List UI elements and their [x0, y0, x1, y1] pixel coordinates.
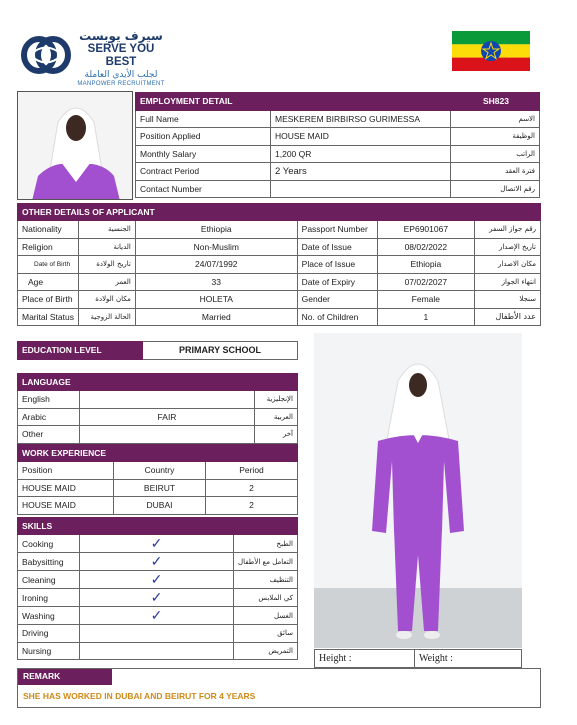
contract-value: 2 Years [271, 163, 451, 181]
column-header: Position [18, 462, 114, 480]
employment-title: EMPLOYMENT DETAIL [136, 93, 451, 111]
skill-label: Driving [18, 625, 80, 643]
work-country: DUBAI [114, 497, 206, 515]
detail-label-ar: سنجلا [475, 291, 541, 309]
remark-text: SHE HAS WORKED IN DUBAI AND BEIRUT FOR 4 YEARS [23, 691, 256, 701]
detail-value: 33 [135, 273, 297, 291]
education-value: PRIMARY SCHOOL [143, 342, 298, 360]
detail-label: Gender [297, 291, 377, 309]
skill-row [18, 589, 298, 607]
language-label: Arabic [18, 408, 80, 426]
work-country: BEIRUT [114, 479, 206, 497]
other-details-table [17, 203, 541, 326]
employment-code: SH823 [451, 93, 540, 111]
field-label-ar: الاسم [451, 110, 540, 128]
skills-table [17, 517, 298, 660]
employment-row [136, 180, 540, 198]
detail-label-ar: العمر [78, 273, 135, 291]
detail-label-ar: تاريخ الإصدار [475, 238, 541, 256]
detail-row [18, 221, 541, 239]
salary-value: 1,200 QR [271, 145, 451, 163]
field-label: Position Applied [136, 128, 271, 146]
education-table [17, 341, 298, 360]
column-header: Period [206, 462, 298, 480]
field-label-ar: فترة العقد [451, 163, 540, 181]
detail-label-ar: مكان الولادة [78, 291, 135, 309]
checkmark-icon: ✓ [79, 535, 233, 553]
skill-label: Nursing [18, 642, 80, 660]
skill-row [18, 553, 298, 571]
detail-label: Date of Issue [297, 238, 377, 256]
work-position: HOUSE MAID [18, 497, 114, 515]
skill-row [18, 571, 298, 589]
language-level [80, 391, 255, 409]
skill-row [18, 535, 298, 553]
skill-label-ar: سائق [234, 625, 298, 643]
skills-title: SKILLS [18, 518, 298, 535]
language-level: FAIR [80, 408, 255, 426]
detail-row [18, 291, 541, 309]
detail-label: Place of Birth [18, 291, 79, 309]
language-label: English [18, 391, 80, 409]
contact-value [271, 180, 451, 198]
detail-value: HOLETA [135, 291, 297, 309]
height-field: Height : [315, 650, 415, 668]
language-label-ar: العربية [255, 408, 298, 426]
detail-value: 1 [377, 308, 475, 326]
remark-box [17, 668, 541, 708]
employment-row [136, 110, 540, 128]
language-level [80, 426, 255, 444]
field-label-ar: رقم الاتصال [451, 180, 540, 198]
work-title: WORK EXPERIENCE [18, 445, 298, 462]
detail-value: Married [135, 308, 297, 326]
employment-row [136, 128, 540, 146]
work-row [18, 497, 298, 515]
employment-header [136, 93, 540, 111]
detail-value: Ethiopia [135, 221, 297, 239]
detail-label-ar: رقم جواز السفر [475, 221, 541, 239]
field-label-ar: الراتب [451, 145, 540, 163]
detail-label-ar: تاريخ الولادة [78, 256, 135, 274]
skill-label-ar: الطبخ [234, 535, 298, 553]
skill-row [18, 642, 298, 660]
detail-label: Passport Number [297, 221, 377, 239]
ethiopia-flag-icon [452, 31, 530, 71]
logo-arabic-sub: لجلب الأيدي العاملة [84, 70, 158, 80]
skill-label: Babysitting [18, 553, 80, 571]
skill-label: Cleaning [18, 571, 80, 589]
employment-row [136, 145, 540, 163]
skill-label-ar: التعامل مع الأطفال [234, 553, 298, 571]
detail-row [18, 238, 541, 256]
detail-value: Female [377, 291, 475, 309]
detail-label-ar: الجنسية [78, 221, 135, 239]
work-period: 2 [206, 497, 298, 515]
language-label-ar: آخر [255, 426, 298, 444]
work-position: HOUSE MAID [18, 479, 114, 497]
logo-name: SERVE YOU BEST [87, 43, 155, 68]
work-experience-table [17, 444, 298, 515]
education-title: EDUCATION LEVEL [18, 342, 143, 360]
logo-mark-icon [20, 32, 72, 78]
skill-row [18, 625, 298, 643]
column-header: Country [114, 462, 206, 480]
language-table [17, 373, 298, 444]
skill-row [18, 607, 298, 625]
detail-label: Nationality [18, 221, 79, 239]
detail-label-ar: مكان الاصدار [475, 256, 541, 274]
language-row [18, 426, 298, 444]
logo-arabic: سيرف يوبست [79, 29, 163, 43]
remark-title: REMARK [17, 668, 112, 685]
detail-label: Place of Issue [297, 256, 377, 274]
logo-sub: MANPOWER RECRUITMENT [77, 81, 165, 87]
detail-label: Date of Expiry [297, 273, 377, 291]
field-label: Contact Number [136, 180, 271, 198]
skill-label-ar: كي الملابس [234, 589, 298, 607]
applicant-photo-full [314, 333, 522, 648]
field-label-ar: الوظيفة [451, 128, 540, 146]
work-row [18, 479, 298, 497]
detail-label: Marital Status [18, 308, 79, 326]
work-header-row [18, 462, 298, 480]
full-name-value: MESKEREM BIRBIRSO GURIMESSA [271, 110, 451, 128]
field-label: Contract Period [136, 163, 271, 181]
language-row [18, 391, 298, 409]
checkmark-icon: ✓ [79, 553, 233, 571]
language-label: Other [18, 426, 80, 444]
work-period: 2 [206, 479, 298, 497]
skill-label-ar: الغسل [234, 607, 298, 625]
language-row [18, 408, 298, 426]
detail-value: 07/02/2027 [377, 273, 475, 291]
skill-label-ar: التنظيف [234, 571, 298, 589]
skill-label: Washing [18, 607, 80, 625]
detail-value: 08/02/2022 [377, 238, 475, 256]
other-details-title: OTHER DETAILS OF APPLICANT [18, 204, 541, 221]
detail-label-ar: انتهاء الجواز [475, 273, 541, 291]
measurements-table [314, 649, 522, 668]
detail-label-ar: الحالة الزوجية [78, 308, 135, 326]
position-value: HOUSE MAID [271, 128, 451, 146]
detail-row [18, 308, 541, 326]
skill-label: Cooking [18, 535, 80, 553]
detail-value: 24/07/1992 [135, 256, 297, 274]
weight-field: Weight : [415, 650, 522, 668]
language-title: LANGUAGE [18, 374, 298, 391]
checkmark-icon [79, 625, 233, 643]
detail-value: Non-Muslim [135, 238, 297, 256]
checkmark-icon: ✓ [79, 607, 233, 625]
language-label-ar: الإنجليزية [255, 391, 298, 409]
detail-row [18, 256, 541, 274]
skill-label-ar: التمريض [234, 642, 298, 660]
employment-detail-table [135, 92, 540, 198]
employment-row [136, 163, 540, 181]
detail-label: No. of Children [297, 308, 377, 326]
detail-value: Ethiopia [377, 256, 475, 274]
field-label: Full Name [136, 110, 271, 128]
checkmark-icon: ✓ [79, 589, 233, 607]
checkmark-icon [79, 642, 233, 660]
checkmark-icon: ✓ [79, 571, 233, 589]
detail-row [18, 273, 541, 291]
field-label: Monthly Salary [136, 145, 271, 163]
detail-label: Religion [18, 238, 79, 256]
detail-label-ar: الديانة [78, 238, 135, 256]
detail-label: Date of Birth [18, 256, 79, 274]
skill-label: Ironing [18, 589, 80, 607]
applicant-photo-small [17, 91, 133, 200]
detail-label: Age [18, 273, 79, 291]
company-logo [20, 29, 170, 87]
detail-value: EP6901067 [377, 221, 475, 239]
detail-label-ar: عدد الأطفال [475, 308, 541, 326]
